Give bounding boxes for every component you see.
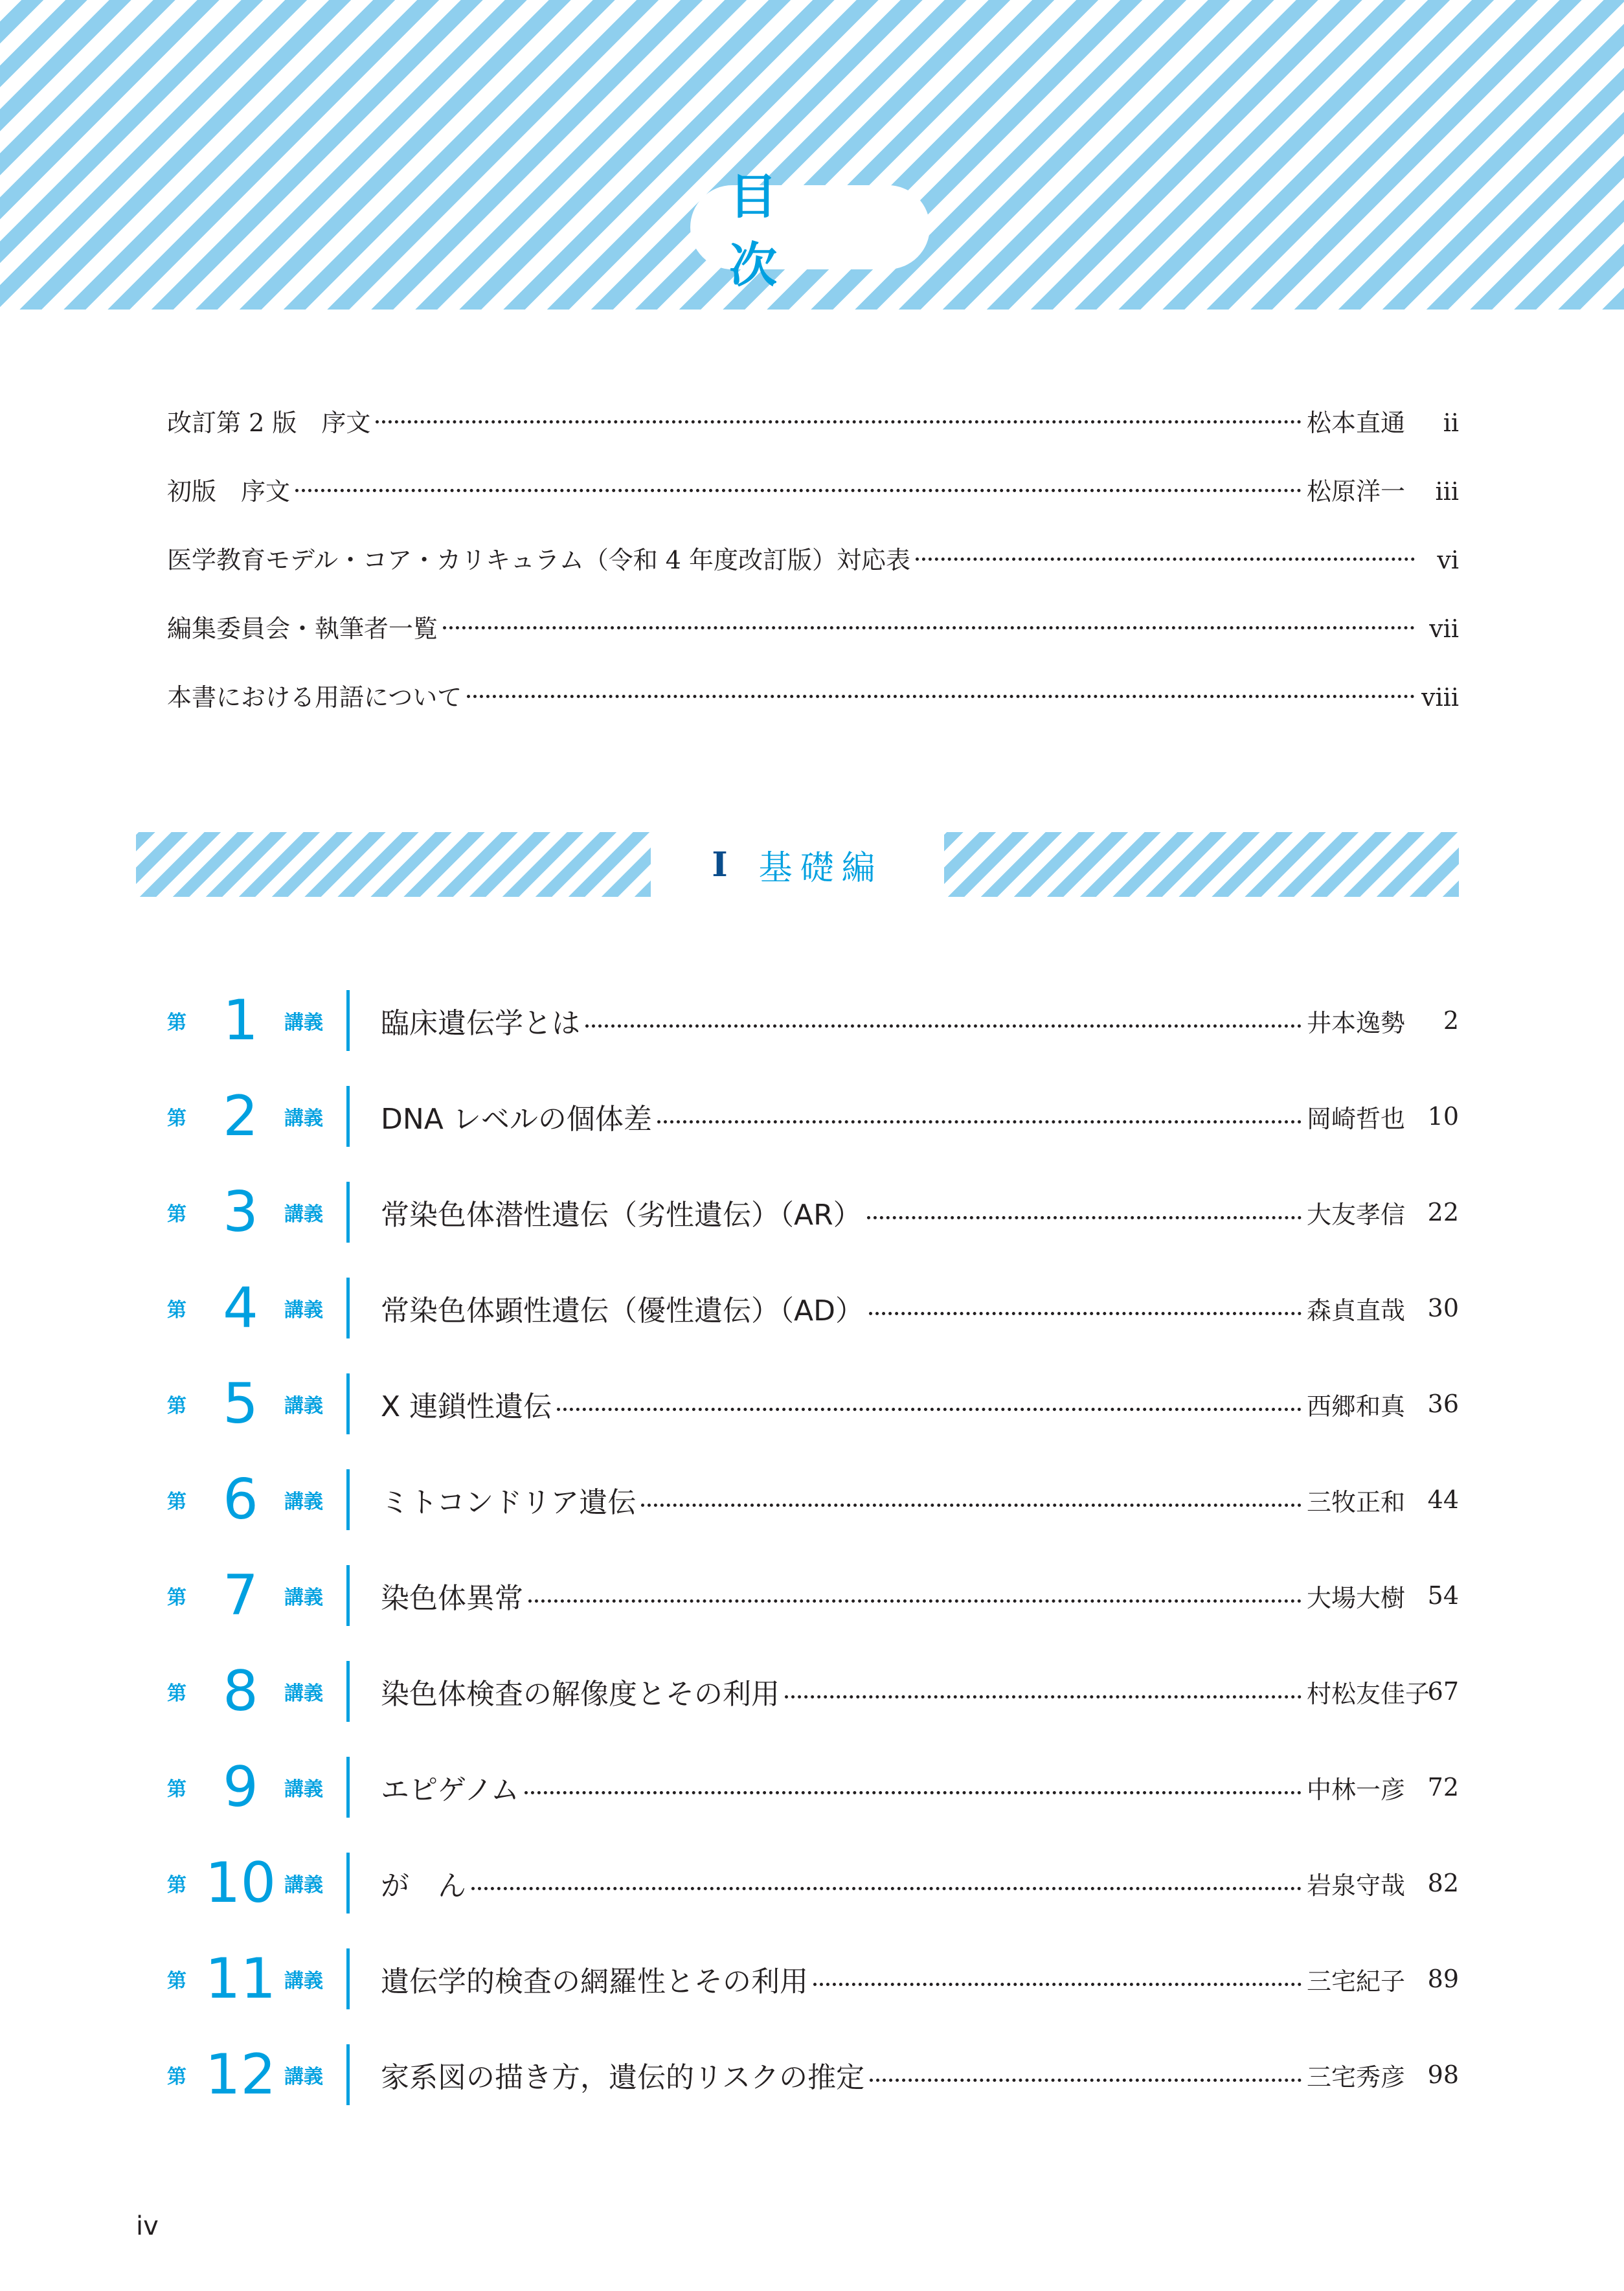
lecture-suffix: 講義 — [284, 1970, 323, 1992]
lecture-line — [381, 1000, 1459, 1041]
toc-entry-front-1[interactable] — [167, 389, 1459, 457]
lecture-suffix: 講義 — [284, 1491, 323, 1513]
lecture-title: エピゲノム — [381, 1774, 519, 1807]
entry-title: 初版 序文 — [167, 477, 291, 506]
lecture-number: 12 — [205, 2042, 276, 2107]
lecture-page: 30 — [1427, 1294, 1459, 1322]
lecture-list — [167, 973, 1459, 2123]
lecture-divider — [346, 1757, 350, 1818]
lecture-line — [381, 1575, 1459, 1616]
lecture-page: 10 — [1427, 1102, 1459, 1131]
lecture-page: 98 — [1427, 2060, 1459, 2089]
lecture-author: 三宅秀彦 — [1307, 2062, 1406, 2092]
lecture-author: 森貞直哉 — [1307, 1296, 1406, 1325]
lecture-author: 大友孝信 — [1307, 1200, 1406, 1229]
toc-entry-front-5[interactable] — [167, 663, 1459, 732]
leader-dots — [916, 558, 1415, 561]
leader-dots — [585, 1024, 1302, 1028]
lecture-author: 三宅紀子 — [1307, 1967, 1406, 1996]
lecture-page: 22 — [1427, 1198, 1459, 1226]
section-header — [136, 832, 1459, 897]
leader-dots — [641, 1504, 1302, 1507]
lecture-author: 西郷和真 — [1307, 1392, 1406, 1421]
lecture-entry-8[interactable] — [167, 1643, 1459, 1739]
lecture-page: 44 — [1427, 1485, 1459, 1514]
lecture-page: 82 — [1427, 1869, 1459, 1897]
lecture-title: 常染色体顕性遺伝（優性遺伝）（AD） — [381, 1294, 864, 1327]
lecture-number: 10 — [205, 1851, 276, 1915]
lecture-divider — [346, 1661, 350, 1722]
entry-title: 本書における用語について — [167, 683, 462, 712]
leader-dots — [867, 1216, 1302, 1219]
lecture-author: 岩泉守哉 — [1307, 1871, 1406, 1900]
lecture-entry-9[interactable] — [167, 1739, 1459, 1835]
lecture-divider — [346, 2044, 350, 2105]
lecture-author: 中林一彦 — [1307, 1775, 1406, 1804]
lecture-line — [381, 2054, 1459, 2095]
lecture-entry-6[interactable] — [167, 1452, 1459, 1548]
lecture-number: 11 — [205, 1947, 276, 2011]
toc-entry-front-4[interactable] — [167, 594, 1459, 663]
lecture-prefix: 第 — [167, 1011, 186, 1034]
lecture-suffix: 講義 — [284, 1395, 323, 1417]
toc-entry-front-2[interactable] — [167, 457, 1459, 526]
lecture-entry-12[interactable] — [167, 2027, 1459, 2123]
lecture-divider — [346, 1565, 350, 1626]
leader-dots — [785, 1695, 1302, 1699]
lecture-title: 常染色体潜性遺伝（劣性遺伝）（AR） — [381, 1199, 862, 1232]
lecture-entry-1[interactable] — [167, 973, 1459, 1068]
lecture-entry-7[interactable] — [167, 1548, 1459, 1643]
lecture-suffix: 講義 — [284, 1778, 323, 1801]
lecture-suffix: 講義 — [284, 1299, 323, 1322]
leader-dots — [471, 1887, 1302, 1890]
lecture-author: 村松友佳子 — [1307, 1679, 1430, 1708]
lecture-prefix: 第 — [167, 1491, 186, 1513]
toc-entry-front-3[interactable] — [167, 526, 1459, 594]
page-title: 目 次 — [729, 169, 816, 293]
lecture-author: 岡崎哲也 — [1307, 1104, 1406, 1133]
lecture-title: X 連鎖性遺伝 — [381, 1390, 552, 1423]
lecture-entry-11[interactable] — [167, 1931, 1459, 2027]
lecture-number: 9 — [223, 1755, 258, 1820]
lecture-entry-5[interactable] — [167, 1356, 1459, 1452]
leader-dots — [467, 695, 1415, 698]
lecture-page: 36 — [1427, 1390, 1459, 1418]
lecture-prefix: 第 — [167, 1970, 186, 1992]
title-pill — [690, 169, 930, 293]
lecture-line — [381, 1191, 1459, 1233]
lecture-suffix: 講義 — [284, 1682, 323, 1705]
lecture-title: 染色体検査の解像度とその利用 — [381, 1678, 780, 1711]
lecture-prefix: 第 — [167, 1107, 186, 1130]
lecture-number: 8 — [223, 1659, 258, 1724]
lecture-number: 2 — [223, 1084, 258, 1149]
lecture-entry-2[interactable] — [167, 1068, 1459, 1164]
lecture-line — [381, 1958, 1459, 2000]
lecture-divider — [346, 1373, 350, 1434]
lecture-divider — [346, 1853, 350, 1913]
lecture-prefix: 第 — [167, 1395, 186, 1417]
lecture-line — [381, 1096, 1459, 1137]
leader-dots — [870, 2079, 1302, 2082]
lecture-suffix: 講義 — [284, 1107, 323, 1130]
lecture-title: 家系図の描き方，遺伝的リスクの推定 — [381, 2061, 865, 2094]
entry-page: iii — [1435, 477, 1459, 506]
section-title — [136, 832, 1459, 897]
lecture-prefix: 第 — [167, 1778, 186, 1801]
lecture-divider — [346, 1086, 350, 1147]
front-matter-list — [167, 389, 1459, 732]
lecture-page: 54 — [1427, 1581, 1459, 1610]
lecture-entry-4[interactable] — [167, 1260, 1459, 1356]
lecture-divider — [346, 1182, 350, 1243]
lecture-number: 7 — [223, 1563, 258, 1628]
lecture-entry-10[interactable] — [167, 1835, 1459, 1931]
lecture-prefix: 第 — [167, 1299, 186, 1322]
lecture-suffix: 講義 — [284, 1203, 323, 1226]
entry-page: viii — [1421, 683, 1459, 712]
lecture-number: 6 — [223, 1467, 258, 1532]
lecture-page: 89 — [1427, 1965, 1459, 1993]
leader-dots — [443, 626, 1415, 629]
lecture-line — [381, 1862, 1459, 1904]
lecture-title: が ん — [381, 1869, 466, 1902]
lecture-line — [381, 1383, 1459, 1425]
lecture-prefix: 第 — [167, 2066, 186, 2088]
lecture-line — [381, 1766, 1459, 1808]
leader-dots — [869, 1312, 1302, 1315]
leader-dots — [376, 420, 1302, 423]
lecture-author: 井本逸勢 — [1307, 1008, 1406, 1037]
leader-dots — [524, 1791, 1302, 1794]
lecture-author: 大場大樹 — [1307, 1583, 1406, 1612]
lecture-title: DNA レベルの個体差 — [381, 1103, 652, 1136]
lecture-prefix: 第 — [167, 1682, 186, 1705]
leader-dots — [528, 1599, 1302, 1603]
leader-dots — [295, 489, 1302, 492]
page-folio: iv — [136, 2211, 159, 2241]
entry-page: vii — [1429, 615, 1459, 643]
lecture-prefix: 第 — [167, 1203, 186, 1226]
lecture-number: 3 — [223, 1180, 258, 1245]
leader-dots — [557, 1408, 1302, 1411]
lecture-page: 72 — [1427, 1773, 1459, 1801]
entry-page: ii — [1443, 409, 1459, 437]
lecture-divider — [346, 990, 350, 1051]
lecture-entry-3[interactable] — [167, 1164, 1459, 1260]
lecture-line — [381, 1671, 1459, 1712]
entry-title: 編集委員会・執筆者一覧 — [167, 615, 438, 643]
lecture-prefix: 第 — [167, 1874, 186, 1897]
section-number: I — [712, 844, 728, 885]
lecture-suffix: 講義 — [284, 1874, 323, 1897]
entry-title: 改訂第 2 版 序文 — [167, 409, 371, 437]
entry-title: 医学教育モデル・コア・カリキュラム（令和 4 年度改訂版）対応表 — [167, 546, 911, 574]
lecture-number: 1 — [223, 988, 258, 1053]
entry-author: 松原洋一 — [1307, 477, 1406, 506]
lecture-suffix: 講義 — [284, 2066, 323, 2088]
lecture-divider — [346, 1278, 350, 1338]
lecture-number: 5 — [223, 1371, 258, 1436]
lecture-title: 染色体異常 — [381, 1582, 523, 1615]
entry-page: vi — [1437, 546, 1459, 574]
lecture-page: 67 — [1427, 1677, 1459, 1706]
lecture-suffix: 講義 — [284, 1586, 323, 1609]
lecture-title: 臨床遺伝学とは — [381, 1007, 580, 1040]
lecture-line — [381, 1287, 1459, 1329]
lecture-divider — [346, 1469, 350, 1530]
lecture-title: ミトコンドリア遺伝 — [381, 1486, 637, 1519]
leader-dots — [657, 1120, 1302, 1123]
lecture-page: 2 — [1443, 1006, 1459, 1035]
lecture-number: 4 — [223, 1276, 258, 1340]
entry-author: 松本直通 — [1307, 409, 1406, 437]
lecture-suffix: 講義 — [284, 1011, 323, 1034]
lecture-prefix: 第 — [167, 1586, 186, 1609]
leader-dots — [813, 1983, 1302, 1986]
lecture-author: 三牧正和 — [1307, 1487, 1406, 1517]
section-name: 基礎編 — [758, 848, 883, 888]
lecture-line — [381, 1479, 1459, 1520]
lecture-title: 遺伝学的検査の網羅性とその利用 — [381, 1965, 808, 1998]
lecture-divider — [346, 1948, 350, 2009]
